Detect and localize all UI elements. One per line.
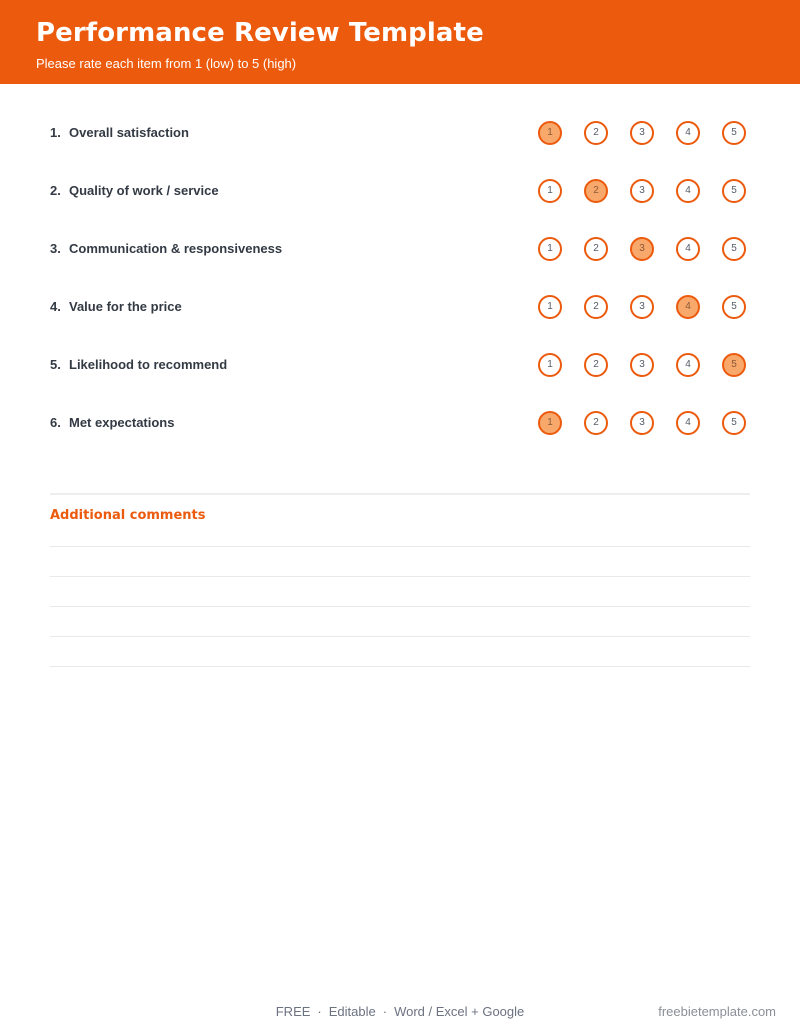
footer-tag-editable: Editable <box>328 1004 376 1019</box>
rating-option-3[interactable]: 3 <box>630 295 654 319</box>
rating-row-number: 3. <box>50 241 61 256</box>
rating-option-3[interactable]: 3 <box>630 179 654 203</box>
footer-separator: · <box>382 1004 388 1019</box>
header-banner <box>0 0 800 84</box>
rating-option-4[interactable]: 4 <box>676 179 700 203</box>
rating-option-4[interactable]: 4 <box>676 295 700 319</box>
rating-scale <box>538 295 758 319</box>
rating-scale <box>538 179 758 203</box>
comment-line[interactable] <box>50 666 750 667</box>
rating-option-5[interactable]: 5 <box>722 411 746 435</box>
rating-row <box>50 220 750 278</box>
rating-option-4[interactable]: 4 <box>676 237 700 261</box>
comment-line[interactable] <box>50 576 750 577</box>
rating-option-1[interactable]: 1 <box>538 121 562 145</box>
page-title: Performance Review Template <box>36 18 484 48</box>
comment-line[interactable] <box>50 636 750 637</box>
rating-row-label: Value for the price <box>69 299 182 314</box>
rating-option-2[interactable]: 2 <box>584 411 608 435</box>
rating-row-number: 5. <box>50 357 61 372</box>
rating-option-5[interactable]: 5 <box>722 121 746 145</box>
page-subtitle: Please rate each item from 1 (low) to 5 (high) <box>36 56 297 71</box>
footer-tag-formats: Word / Excel + Google <box>394 1004 525 1019</box>
rating-option-2[interactable]: 2 <box>584 179 608 203</box>
rating-option-1[interactable]: 1 <box>538 237 562 261</box>
rating-option-4[interactable]: 4 <box>676 411 700 435</box>
footer-tag-free: FREE <box>275 1004 311 1019</box>
rating-option-4[interactable]: 4 <box>676 121 700 145</box>
rating-scale <box>538 353 758 377</box>
rating-row-number: 2. <box>50 183 61 198</box>
rating-option-1[interactable]: 1 <box>538 179 562 203</box>
rating-row-label: Likelihood to recommend <box>69 357 228 372</box>
rating-option-1[interactable]: 1 <box>538 353 562 377</box>
rating-row <box>50 336 750 394</box>
rating-row-label: Communication & responsiveness <box>69 241 283 256</box>
rating-scale <box>538 121 758 145</box>
comments-title: Additional comments <box>50 508 206 523</box>
rating-option-3[interactable]: 3 <box>630 121 654 145</box>
rating-option-2[interactable]: 2 <box>584 237 608 261</box>
rating-row <box>50 394 750 452</box>
footer-separator: · <box>317 1004 322 1019</box>
rating-option-5[interactable]: 5 <box>722 295 746 319</box>
comment-line[interactable] <box>50 546 750 547</box>
rating-row-number: 4. <box>50 299 61 314</box>
rating-row-label: Overall satisfaction <box>69 125 189 140</box>
rating-scale <box>538 237 758 261</box>
rating-option-4[interactable]: 4 <box>676 353 700 377</box>
rating-option-3[interactable]: 3 <box>630 237 654 261</box>
rating-scale <box>538 411 758 435</box>
rating-row-label: Met expectations <box>69 415 175 430</box>
comments-divider <box>50 493 750 495</box>
rating-option-2[interactable]: 2 <box>584 295 608 319</box>
rating-row <box>50 104 750 162</box>
rating-option-1[interactable]: 1 <box>538 295 562 319</box>
rating-row <box>50 162 750 220</box>
rating-option-3[interactable]: 3 <box>630 353 654 377</box>
rating-option-1[interactable]: 1 <box>538 411 562 435</box>
rating-option-5[interactable]: 5 <box>722 179 746 203</box>
rating-option-2[interactable]: 2 <box>584 121 608 145</box>
footer-site[interactable]: freebietemplate.com <box>658 1004 776 1019</box>
rating-option-2[interactable]: 2 <box>584 353 608 377</box>
rating-option-5[interactable]: 5 <box>722 353 746 377</box>
rating-list <box>50 104 750 452</box>
rating-row-number: 1. <box>50 125 61 140</box>
rating-row-number: 6. <box>50 415 61 430</box>
rating-row <box>50 278 750 336</box>
comment-line[interactable] <box>50 606 750 607</box>
rating-option-3[interactable]: 3 <box>630 411 654 435</box>
rating-option-5[interactable]: 5 <box>722 237 746 261</box>
rating-row-label: Quality of work / service <box>69 183 219 198</box>
